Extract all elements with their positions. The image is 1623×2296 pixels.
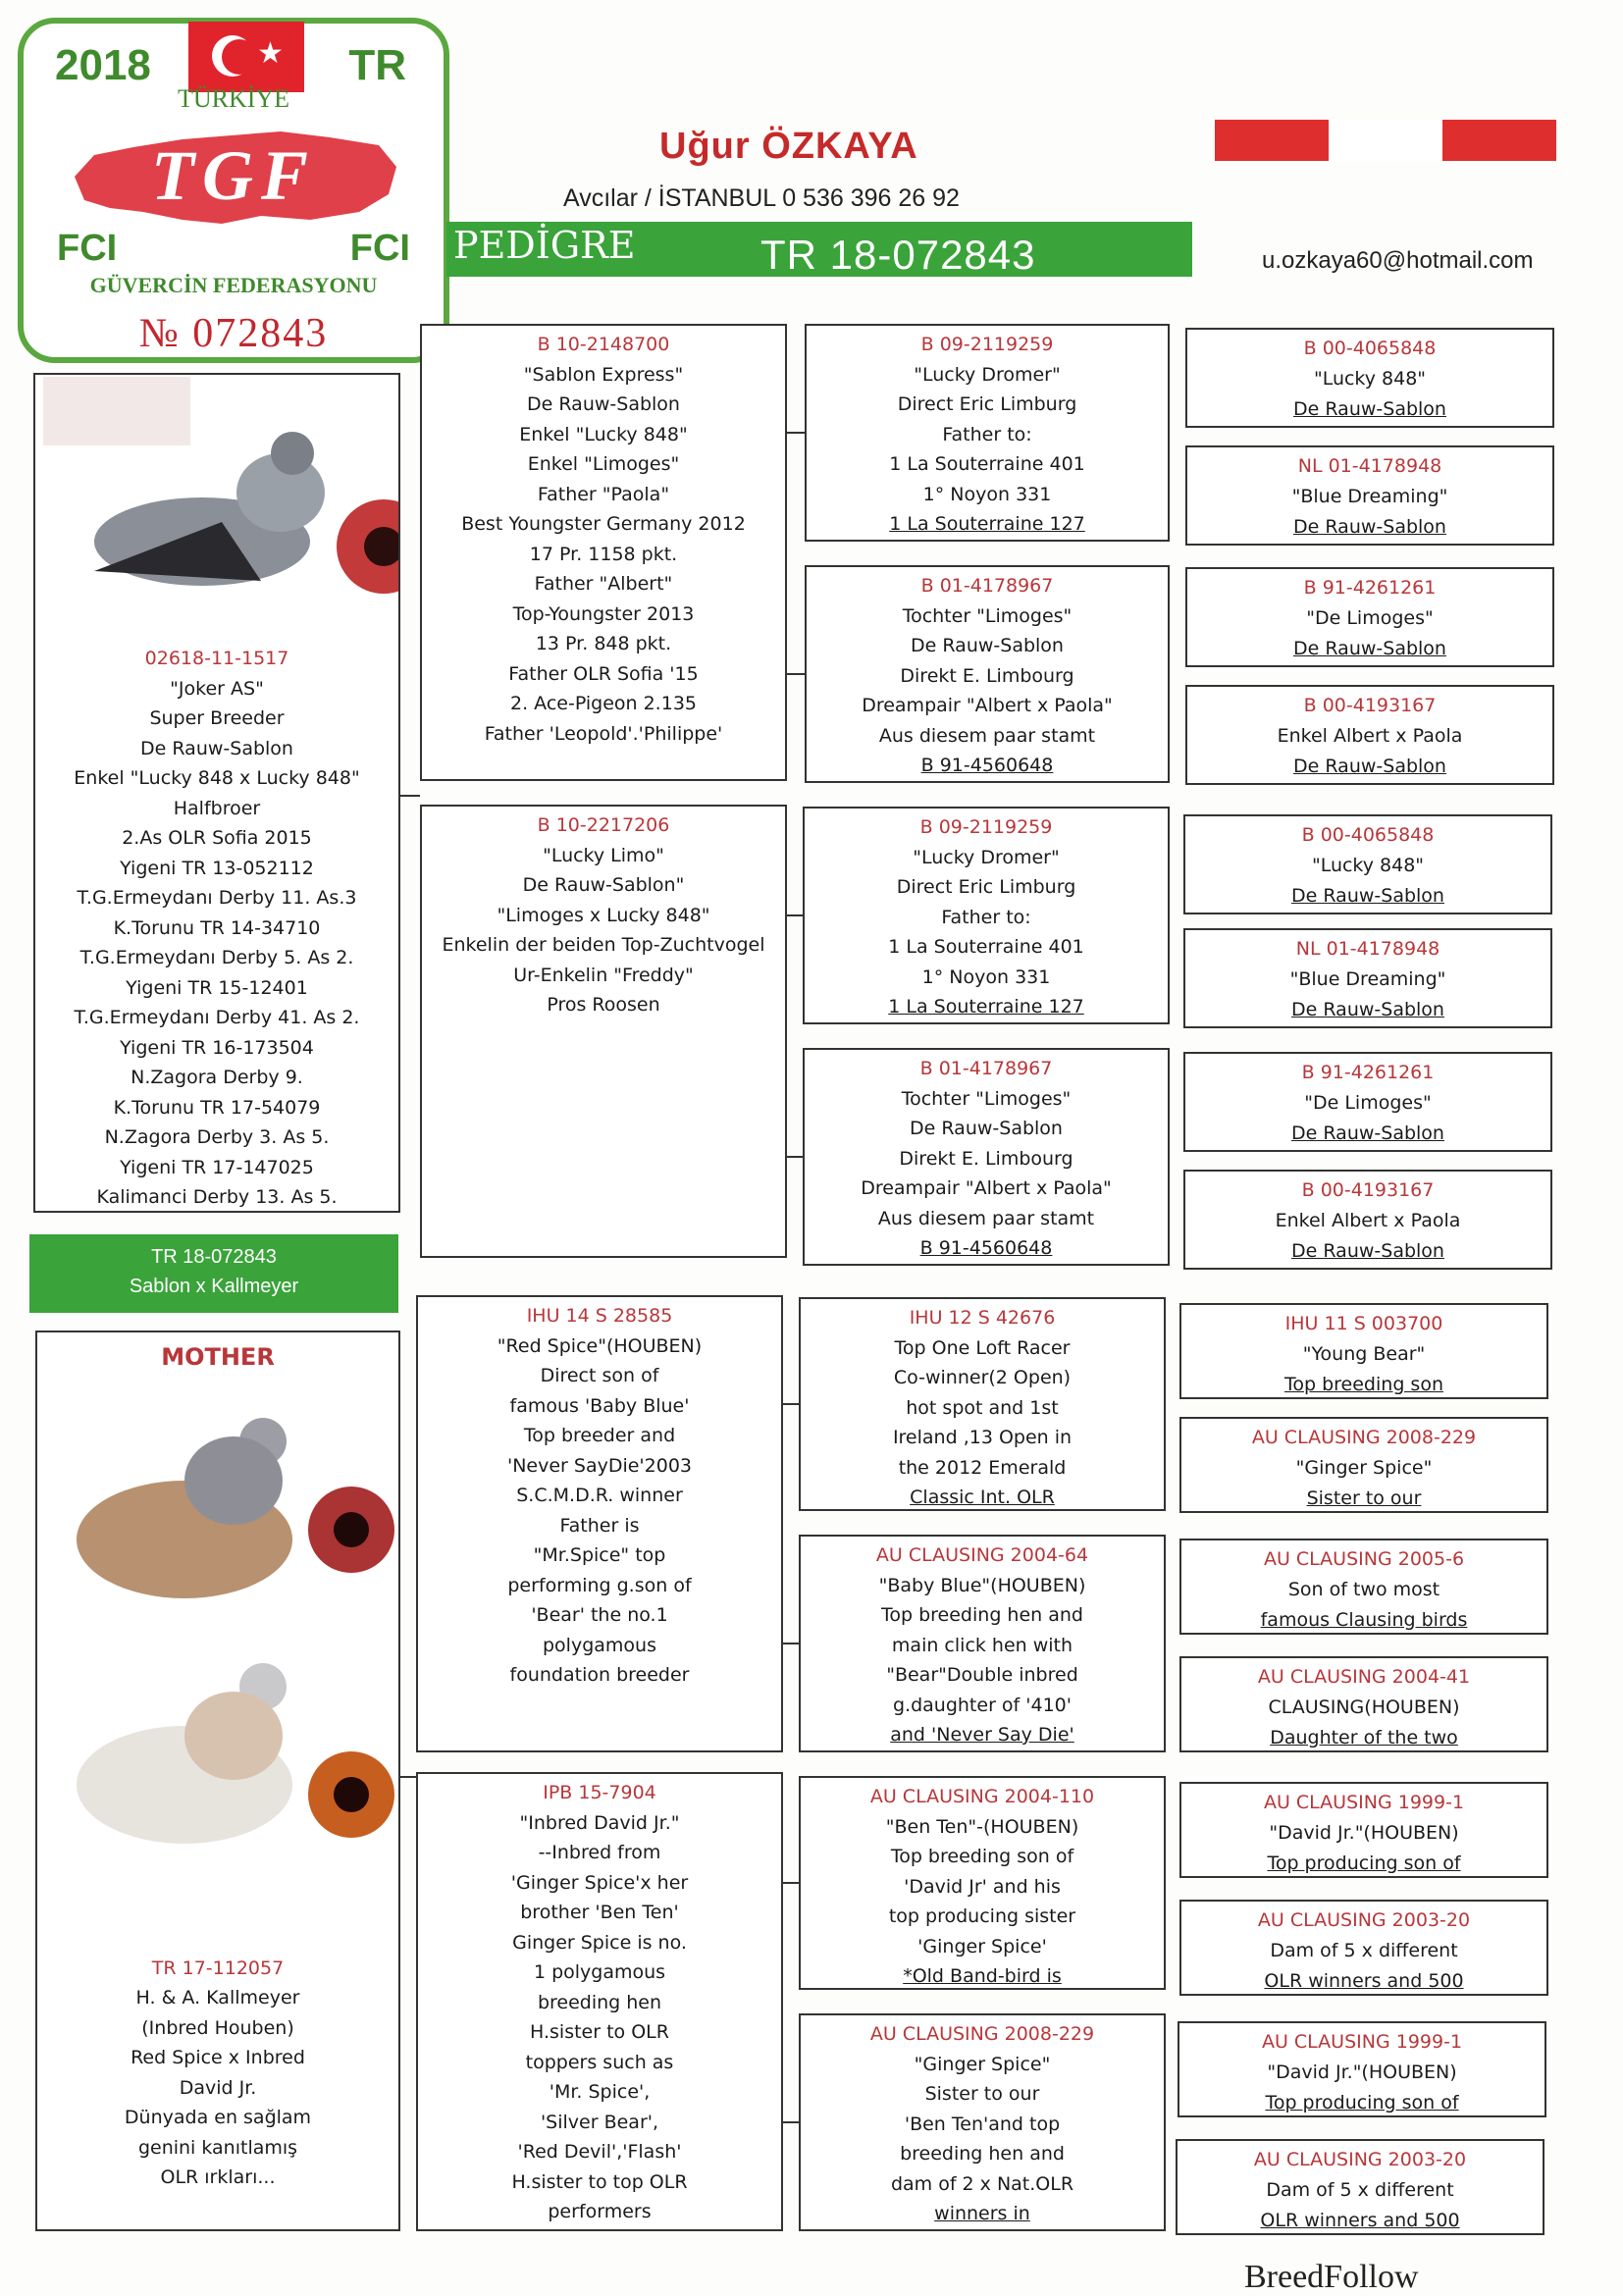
gen4-box — [1179, 1303, 1548, 1399]
pedigree-line: Enkelin der beiden Top-Zuchtvogel — [442, 934, 765, 956]
pedigree-line: CLAUSING(HOUBEN) — [1268, 1696, 1460, 1718]
pedigree-line: De Rauw-Sablon — [1291, 1122, 1444, 1144]
sire-line: T.G.Ermeydanı Derby 41. As 2. — [74, 1007, 360, 1028]
gen4-box — [1179, 1539, 1548, 1635]
pedigree-line: "Lucky Dromer" — [914, 363, 1061, 386]
gen4-box — [1178, 2021, 1546, 2117]
pedigree-line: De Rauw-Sablon — [1293, 398, 1446, 420]
connector-line — [783, 1643, 799, 1644]
seal-fci-right: FCI — [349, 228, 410, 269]
dam-line: genini kanıtlamış — [137, 2136, 298, 2159]
pedigree-line: OLR winners and 500 — [1264, 1970, 1464, 1992]
seal-year: 2018 — [55, 41, 151, 89]
sire-line: Yigeni TR 17-147025 — [120, 1156, 314, 1178]
pedigree-line: 1 La Souterraine 401 — [889, 453, 1085, 475]
pedigree-ring: IPB 15-7904 — [543, 1782, 656, 1803]
pedigree-line: 13 Pr. 848 pkt. — [535, 633, 672, 654]
dam-line: H. & A. Kallmeyer — [135, 1987, 300, 2009]
pedigree-line: 'Ginger Spice' — [917, 1935, 1047, 1957]
pedigree-line: "Inbred David Jr." — [519, 1811, 680, 1834]
pedigree-label: PEDİGRE — [453, 224, 636, 267]
pedigree-line: De Rauw-Sablon — [1291, 1240, 1444, 1262]
ring-number-title: TR 18-072843 — [760, 232, 1036, 278]
pedigree-line: Father "Paola" — [537, 483, 670, 505]
pedigree-line: Father to: — [941, 906, 1031, 928]
sire-line: De Rauw-Sablon — [140, 737, 293, 759]
sire-line: Yigeni TR 15-12401 — [126, 976, 308, 999]
pedigree-ring: AU CLAUSING 2008-229 — [869, 2023, 1095, 2045]
pedigree-line: Enkel Albert x Paola — [1275, 1210, 1461, 1231]
gen4-box — [1183, 928, 1552, 1028]
seal-serial: № 072843 — [138, 311, 329, 356]
pedigree-line: Father "Albert" — [534, 573, 673, 595]
sire-line: Yigeni TR 16-173504 — [120, 1036, 314, 1059]
pedigree-ring: AU CLAUSING 2004-64 — [875, 1544, 1089, 1566]
pedigree-line: B 91-4560648 — [920, 755, 1054, 776]
pedigree-line: dam of 2 x Nat.OLR — [890, 2172, 1074, 2195]
pedigree-line: 1 La Souterraine 127 — [888, 996, 1084, 1018]
connector-line — [787, 914, 803, 916]
gen4-box — [1179, 1782, 1548, 1878]
pedigree-line: 'Bear' the no.1 — [531, 1604, 668, 1626]
pedigree-line: Father OLR Sofia '15 — [508, 662, 699, 685]
pedigree-line: Ur-Enkelin "Freddy" — [513, 964, 694, 986]
seal-country-code: TR — [348, 41, 406, 89]
pedigree-line: De Rauw-Sablon — [1291, 999, 1444, 1020]
pedigree-line: "Bear"Double inbred — [886, 1664, 1078, 1686]
pedigree-line: "Blue Dreaming" — [1291, 486, 1448, 507]
pedigree-line: "Lucky 848" — [1313, 368, 1427, 390]
pedigree-line: Direkt E. Limbourg — [899, 1147, 1073, 1170]
pedigree-ring: B 10-2148700 — [537, 334, 670, 355]
pedigree-line: Father is — [559, 1514, 640, 1537]
sire-line: Yigeni TR 13-052112 — [120, 857, 314, 879]
pedigree-ring: B 01-4178967 — [919, 1058, 1053, 1079]
pedigree-line: H.sister to top OLR — [511, 2170, 688, 2193]
grandsire-sire-box — [420, 324, 787, 781]
connector-line — [783, 1882, 799, 1884]
dam-photos — [37, 1373, 398, 1942]
sire-photo — [35, 375, 398, 630]
pedigree-line: Top breeding son — [1284, 1374, 1443, 1395]
pedigree-ring: AU CLAUSING 2004-110 — [869, 1786, 1095, 1807]
pedigree-ring: IHU 11 S 003700 — [1284, 1313, 1443, 1334]
pedigree-line: Ireland ,13 Open in — [892, 1427, 1073, 1448]
pedigree-ring: AU CLAUSING 2004-41 — [1257, 1666, 1471, 1688]
grandsire-dam-box — [416, 1295, 783, 1752]
pedigree-line: Tochter "Limoges" — [902, 604, 1073, 627]
pedigree-line: famous Clausing birds — [1260, 1609, 1468, 1631]
sire-line: Halfbroer — [173, 797, 261, 819]
pedigree-ring: B 09-2119259 — [920, 334, 1054, 355]
gen4-box — [1183, 1052, 1552, 1152]
pedigree-line: "Baby Blue"(HOUBEN) — [878, 1574, 1086, 1596]
gen3-box — [805, 565, 1170, 783]
gen4-box — [1185, 567, 1554, 667]
pedigree-line: Best Youngster Germany 2012 — [461, 513, 746, 535]
pedigree-line: 1 polygamous — [533, 1961, 666, 1983]
gen4-box — [1179, 1417, 1548, 1513]
sire-line: 2.As OLR Sofia 2015 — [122, 827, 312, 849]
pedigree-line: Co-winner(2 Open) — [893, 1367, 1072, 1388]
granddam-dam-box — [416, 1772, 783, 2231]
pedigree-line: De Rauw-Sablon — [1291, 885, 1444, 907]
federation-seal — [18, 18, 449, 363]
pedigree-line: OLR winners and 500 — [1260, 2210, 1460, 2231]
dam-box — [35, 1331, 400, 2231]
pedigree-ring: AU CLAUSING 2003-20 — [1257, 1909, 1471, 1931]
pedigree-line: 'David Jr' and his — [904, 1875, 1061, 1898]
sire-line: "Joker AS" — [170, 677, 264, 700]
pedigree-ring: B 00-4193167 — [1303, 695, 1437, 716]
pedigree-line: Top breeding son of — [890, 1846, 1074, 1867]
gen4-box — [1185, 328, 1554, 428]
pedigree-line: 'Silver Bear', — [540, 2111, 659, 2133]
pedigree-line: g.daughter of '410' — [892, 1694, 1072, 1716]
pedigree-line: "David Jr."(HOUBEN) — [1269, 1822, 1459, 1844]
dam-label: MOTHER — [161, 1343, 275, 1371]
pedigree-line: toppers such as — [525, 2051, 674, 2073]
connector-line — [783, 1403, 799, 1405]
pedigree-line: 1 La Souterraine 401 — [888, 936, 1084, 958]
pedigree-line: Dreampair "Albert x Paola" — [861, 1177, 1112, 1199]
owner-name: Uğur ÖZKAYA — [659, 126, 918, 167]
pedigree-line: Top producing son of — [1265, 2092, 1459, 2113]
pedigree-line: Tochter "Limoges" — [901, 1087, 1072, 1110]
pedigree-line: "Lucky 848" — [1311, 855, 1425, 876]
subject-ring: TR 18-072843 — [151, 1246, 277, 1268]
gen4-box — [1179, 1656, 1548, 1752]
pedigree-line: Sister to our — [1306, 1487, 1422, 1509]
pedigree-line: "Blue Dreaming" — [1289, 968, 1446, 990]
pedigree-line: 'Ginger Spice'x her — [510, 1871, 689, 1894]
pedigree-line: 'Never SayDie'2003 — [506, 1454, 693, 1477]
pedigree-line: De Rauw-Sablon — [910, 1118, 1063, 1139]
pedigree-line: Dam of 5 x different — [1270, 1940, 1458, 1961]
pedigree-line: De Rauw-Sablon — [1293, 638, 1446, 659]
pedigree-ring: AU CLAUSING 1999-1 — [1263, 1792, 1465, 1813]
pedigree-ring: B 10-2217206 — [537, 814, 670, 836]
gen4-box — [1179, 1900, 1548, 1996]
pedigree-line: brother 'Ben Ten' — [520, 1902, 679, 1923]
pedigree-ring: IHU 14 S 28585 — [526, 1305, 673, 1327]
gen3-box — [803, 807, 1170, 1024]
pedigree-line: "Mr.Spice" top — [533, 1544, 666, 1566]
pedigree-line: "Lucky Limo" — [543, 844, 664, 866]
pedigree-line: --Inbred from — [538, 1842, 661, 1863]
owner-address: Avcılar / İSTANBUL 0 536 396 26 92 — [563, 184, 960, 212]
pedigree-line: Top producing son of — [1267, 1852, 1461, 1874]
pedigree-line: Top breeding hen and — [881, 1604, 1083, 1626]
pedigree-line: breeding hen — [537, 1991, 662, 2013]
pedigree-line: Son of two most — [1287, 1579, 1440, 1600]
pedigree-ring: IHU 12 S 42676 — [909, 1307, 1056, 1329]
pedigree-ring: B 91-4261261 — [1301, 1062, 1435, 1083]
pedigree-line: B 91-4560648 — [919, 1237, 1053, 1259]
sire-line: Super Breeder — [149, 707, 285, 729]
seal-country: TÜRKİYE — [177, 84, 290, 113]
connector-line — [400, 795, 420, 797]
granddam-sire-box — [420, 805, 787, 1258]
gen4-box — [1185, 685, 1554, 785]
pedigree-ring: B 00-4065848 — [1301, 824, 1435, 846]
pedigree-line: 1 La Souterraine 127 — [889, 513, 1085, 535]
pedigree-line: 2. Ace-Pigeon 2.135 — [510, 693, 697, 714]
dam-line: OLR ırkları... — [160, 2166, 276, 2188]
pedigree-ring: B 09-2119259 — [919, 816, 1053, 838]
pedigree-line: Direct Eric Limburg — [896, 876, 1076, 898]
pedigree-ring: B 00-4065848 — [1303, 338, 1437, 359]
pedigree-line: Direct son of — [540, 1365, 659, 1386]
pedigree-line: De Rauw-Sablon" — [522, 874, 685, 896]
pedigree-line: "Ben Ten"-(HOUBEN) — [885, 1815, 1079, 1838]
pedigree-line: Direct Eric Limburg — [897, 393, 1077, 415]
pedigree-line: Aus diesem paar stamt — [877, 1207, 1095, 1229]
sire-ring: 02618-11-1517 — [144, 648, 289, 669]
sire-line: Kalimanci Derby 13. As 5. — [96, 1186, 338, 1208]
gen3-box — [805, 324, 1170, 542]
pedigree-line: performing g.son of — [507, 1574, 692, 1596]
footer-brand: BreedFollow — [1244, 2259, 1419, 2295]
pedigree-line: main click hen with — [891, 1634, 1073, 1656]
pedigree-line: De Rauw-Sablon — [1293, 756, 1446, 777]
pedigree-line: "Young Bear" — [1302, 1343, 1426, 1365]
pedigree-line: top producing sister — [888, 1905, 1076, 1927]
pedigree-ring: B 91-4261261 — [1303, 577, 1437, 599]
pedigree-line: Direkt E. Limbourg — [900, 664, 1074, 687]
gen3-box — [799, 1535, 1166, 1752]
pedigree-line: Ginger Spice is no. — [512, 1931, 687, 1954]
pedigree-line: *Old Band-bird is — [903, 1965, 1062, 1987]
pedigree-line: "Ginger Spice" — [1295, 1457, 1433, 1479]
red-stripes-decoration — [1215, 120, 1556, 161]
pedigree-line: Top-Youngster 2013 — [512, 602, 695, 625]
sire-line: N.Zagora Derby 3. As 5. — [104, 1126, 330, 1148]
gen3-box — [799, 2013, 1166, 2231]
gen3-box — [799, 1297, 1166, 1511]
pedigree-line: "Ginger Spice" — [914, 2053, 1051, 2075]
gen3-box — [799, 1776, 1166, 1990]
pedigree-line: "Limoges x Lucky 848" — [497, 904, 710, 926]
seal-fci-left: FCI — [57, 228, 118, 269]
sire-box — [33, 373, 400, 1213]
pedigree-ring: AU CLAUSING 2008-229 — [1251, 1427, 1477, 1448]
pedigree-line: breeding hen and — [900, 2143, 1065, 2165]
pedigree-ring: AU CLAUSING 1999-1 — [1261, 2031, 1463, 2053]
pedigree-line: De Rauw-Sablon — [911, 635, 1064, 656]
pedigree-line: Sister to our — [924, 2083, 1040, 2105]
pedigree-line: Daughter of the two — [1270, 1727, 1458, 1748]
pedigree-line: 1° Noyon 331 — [921, 965, 1051, 988]
dam-ring: TR 17-112057 — [151, 1957, 285, 1979]
gen4-box — [1183, 814, 1552, 914]
pedigree-line: polygamous — [543, 1634, 656, 1656]
seal-logo: TGF — [151, 136, 316, 215]
pedigree-line: Enkel Albert x Paola — [1277, 725, 1463, 747]
pedigree-line: Enkel "Limoges" — [527, 453, 680, 475]
pedigree-line: "De Limoges" — [1306, 607, 1434, 629]
pedigree-line: Top One Loft Racer — [894, 1336, 1071, 1359]
pedigree-line: hot spot and 1st — [906, 1396, 1059, 1419]
pedigree-line: foundation breeder — [509, 1664, 690, 1686]
pedigree-line: "David Jr."(HOUBEN) — [1267, 2061, 1457, 2083]
pedigree-line: "De Limoges" — [1304, 1092, 1432, 1114]
pedigree-ring: B 01-4178967 — [920, 575, 1054, 597]
pedigree-line: the 2012 Emerald — [898, 1456, 1067, 1479]
pedigree-line: 'Ben Ten'and top — [904, 2113, 1061, 2135]
gen4-box — [1183, 1170, 1552, 1270]
sire-line: N.Zagora Derby 9. — [131, 1067, 303, 1088]
connector-line — [783, 2121, 799, 2123]
dam-line: Red Spice x Inbred — [131, 2047, 305, 2068]
connector-line — [787, 1156, 803, 1158]
pedigree-line: "Sablon Express" — [523, 363, 684, 386]
sire-line: Enkel "Lucky 848 x Lucky 848" — [74, 767, 360, 789]
gen4-box — [1185, 445, 1554, 546]
pedigree-line: 'Mr. Spice', — [549, 2081, 651, 2103]
pedigree-line: Father 'Leopold'.'Philippe' — [484, 722, 723, 745]
seal-federation: GÜVERCİN FEDERASYONU — [89, 273, 378, 297]
dam-line: (Inbred Houben) — [141, 2016, 294, 2039]
pedigree-line: and 'Never Say Die' — [890, 1724, 1074, 1746]
owner-email: u.ozkaya60@hotmail.com — [1262, 247, 1534, 274]
connector-line — [400, 1776, 416, 1778]
gen3-box — [803, 1048, 1170, 1266]
sire-line: T.G.Ermeydanı Derby 5. As 2. — [79, 947, 354, 968]
pedigree-line: De Rauw-Sablon — [1293, 516, 1446, 538]
gen4-box — [1176, 2139, 1544, 2235]
pedigree-line: performers — [548, 2201, 652, 2222]
pedigree-line: "Red Spice"(HOUBEN) — [497, 1334, 703, 1357]
pedigree-ring: B 00-4193167 — [1301, 1179, 1435, 1201]
pedigree-line: Classic Int. OLR — [910, 1487, 1055, 1508]
connector-line — [787, 673, 805, 675]
pedigree-line: 17 Pr. 1158 pkt. — [529, 543, 678, 565]
pedigree-line: 'Red Devil','Flash' — [517, 2141, 682, 2163]
subject-cross: Sablon x Kallmeyer — [129, 1276, 299, 1297]
turkish-flag-icon: ★ — [188, 22, 304, 92]
subject-bar — [29, 1234, 398, 1313]
sire-line: K.Torunu TR 17-54079 — [113, 1096, 321, 1119]
pedigree-line: famous 'Baby Blue' — [509, 1394, 690, 1417]
dam-line: Dünyada en sağlam — [124, 2107, 312, 2128]
pedigree-ring: NL 01-4178948 — [1297, 455, 1442, 477]
pedigree-ring: NL 01-4178948 — [1295, 938, 1440, 960]
pedigree-line: 1° Noyon 331 — [922, 483, 1052, 505]
pedigree-ring: AU CLAUSING 2005-6 — [1263, 1548, 1465, 1570]
pedigree-line: De Rauw-Sablon — [527, 393, 680, 415]
pedigree-line: Pros Roosen — [547, 994, 660, 1016]
pedigree-line: Aus diesem paar stamt — [878, 724, 1096, 747]
pedigree-ring: AU CLAUSING 2003-20 — [1253, 2149, 1467, 2170]
dam-line: David Jr. — [179, 2076, 257, 2099]
pedigree-line: Dam of 5 x different — [1266, 2179, 1454, 2201]
sire-line: K.Torunu TR 14-34710 — [113, 916, 321, 939]
pedigree-line: Father to: — [942, 423, 1032, 445]
pedigree-line: Enkel "Lucky 848" — [519, 423, 688, 445]
pedigree-line: Dreampair "Albert x Paola" — [862, 695, 1113, 716]
connector-line — [787, 432, 805, 434]
pedigree-line: S.C.M.D.R. winner — [516, 1485, 683, 1506]
pedigree-line: winners in — [934, 2203, 1030, 2224]
pedigree-line: Top breeder and — [523, 1425, 676, 1446]
sire-line: T.G.Ermeydanı Derby 11. As.3 — [77, 887, 357, 909]
pedigree-line: "Lucky Dromer" — [913, 846, 1060, 868]
pedigree-line: H.sister to OLR — [530, 2021, 669, 2043]
